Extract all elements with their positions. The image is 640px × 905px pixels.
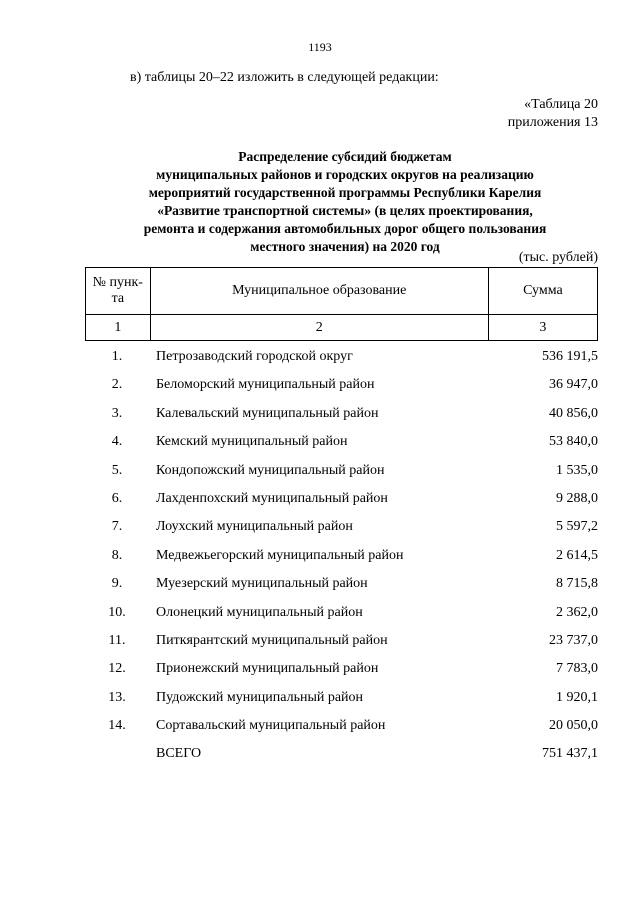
table-row <box>85 712 598 740</box>
table-row <box>85 599 598 627</box>
row-number: 1. <box>111 349 123 364</box>
table-row <box>85 570 598 598</box>
row-number: 10. <box>108 604 126 620</box>
table-row <box>85 485 598 513</box>
row-municipality: Питкярантский муниципальный район <box>156 632 388 648</box>
row-sum: 36 947,0 <box>549 377 598 393</box>
row-number: 7. <box>111 519 123 535</box>
column-number: 1 <box>86 315 151 341</box>
row-number: 3. <box>111 405 123 421</box>
table-row <box>85 343 598 371</box>
table-row <box>85 371 598 399</box>
table-row <box>85 655 598 683</box>
header-num <box>86 268 151 315</box>
table-row <box>85 400 598 428</box>
units-label: (тыс. рублей) <box>518 250 598 265</box>
row-municipality: Калевальский муниципальный район <box>156 405 379 421</box>
row-sum: 9 288,0 <box>556 490 598 506</box>
row-municipality: Беломорский муниципальный район <box>156 377 375 393</box>
table-reference-line2: приложения 13 <box>507 115 598 130</box>
row-sum: 5 597,2 <box>556 519 598 535</box>
row-municipality: Лоухский муниципальный район <box>156 519 353 535</box>
row-sum: 536 191,5 <box>542 349 598 364</box>
title-line: «Развитие транспортной системы» (в целях проектирования, <box>157 203 533 218</box>
header-row <box>86 268 598 315</box>
column-number: 2 <box>150 315 488 341</box>
row-municipality: Сортавальский муниципальный район <box>156 718 386 734</box>
row-number: 9. <box>111 576 123 592</box>
row-municipality: Пудожский муниципальный район <box>156 689 364 705</box>
row-number: 4. <box>111 434 123 450</box>
intro-text: в) таблицы 20–22 изложить в следующей редакции: <box>130 70 439 85</box>
row-number: 11. <box>108 632 126 648</box>
row-sum: 1 920,1 <box>556 689 598 705</box>
row-sum: 53 840,0 <box>549 434 598 450</box>
row-municipality: Медвежьегорский муниципальный район <box>156 547 404 563</box>
row-municipality: Петрозаводский городской округ <box>156 349 353 364</box>
row-sum: 8 715,8 <box>556 576 598 592</box>
row-municipality: ВСЕГО <box>156 746 202 762</box>
row-number: 2. <box>111 377 123 393</box>
row-sum: 751 437,1 <box>542 746 598 762</box>
document-title <box>80 148 610 256</box>
table-row <box>85 457 598 485</box>
row-number: 12. <box>108 661 126 677</box>
table-reference <box>508 96 598 132</box>
row-sum: 1 535,0 <box>556 462 598 478</box>
table-header <box>85 267 598 341</box>
header-name: Муниципальное образование <box>150 268 488 315</box>
row-municipality: Олонецкий муниципальный район <box>156 604 363 620</box>
row-municipality: Прионежский муниципальный район <box>156 661 379 677</box>
table-row <box>85 428 598 456</box>
header-num-line2: та <box>111 291 125 306</box>
title-line: местного значения) на 2020 год <box>250 239 440 254</box>
row-municipality: Муезерский муниципальный район <box>156 576 368 592</box>
row-municipality: Кондопожский муниципальный район <box>156 462 385 478</box>
title-line: мероприятий государственной программы Республики Карелия <box>148 185 542 200</box>
row-sum: 40 856,0 <box>549 405 598 421</box>
row-sum: 23 737,0 <box>549 632 598 648</box>
row-municipality: Лахденпохский муниципальный район <box>156 490 388 506</box>
table-row <box>85 684 598 712</box>
row-number: 8. <box>111 547 123 563</box>
row-number: 6. <box>111 490 123 506</box>
table-reference-line1: «Таблица 20 <box>524 97 598 112</box>
column-number: 3 <box>488 315 597 341</box>
table-body <box>85 343 598 769</box>
row-number: 13. <box>108 689 126 705</box>
row-sum: 2 614,5 <box>556 547 598 563</box>
table-row <box>85 542 598 570</box>
header-sum: Сумма <box>488 268 597 315</box>
table-row <box>85 627 598 655</box>
title-line: ремонта и содержания автомобильных дорог общего пользования <box>143 221 547 236</box>
row-sum: 7 783,0 <box>556 661 598 677</box>
row-sum: 2 362,0 <box>556 604 598 620</box>
row-sum: 20 050,0 <box>549 718 598 734</box>
row-number: 14. <box>108 718 126 734</box>
column-number-row <box>86 315 598 341</box>
header-num-line1: № пунк- <box>92 275 143 290</box>
page-number: 1193 <box>308 40 332 54</box>
row-number: 5. <box>111 462 123 478</box>
total-row <box>85 740 598 768</box>
row-municipality: Кемский муниципальный район <box>156 434 348 450</box>
title-line: муниципальных районов и городских округов на реализацию <box>156 167 534 182</box>
table-row <box>85 513 598 541</box>
title-line: Распределение субсидий бюджетам <box>238 149 452 164</box>
